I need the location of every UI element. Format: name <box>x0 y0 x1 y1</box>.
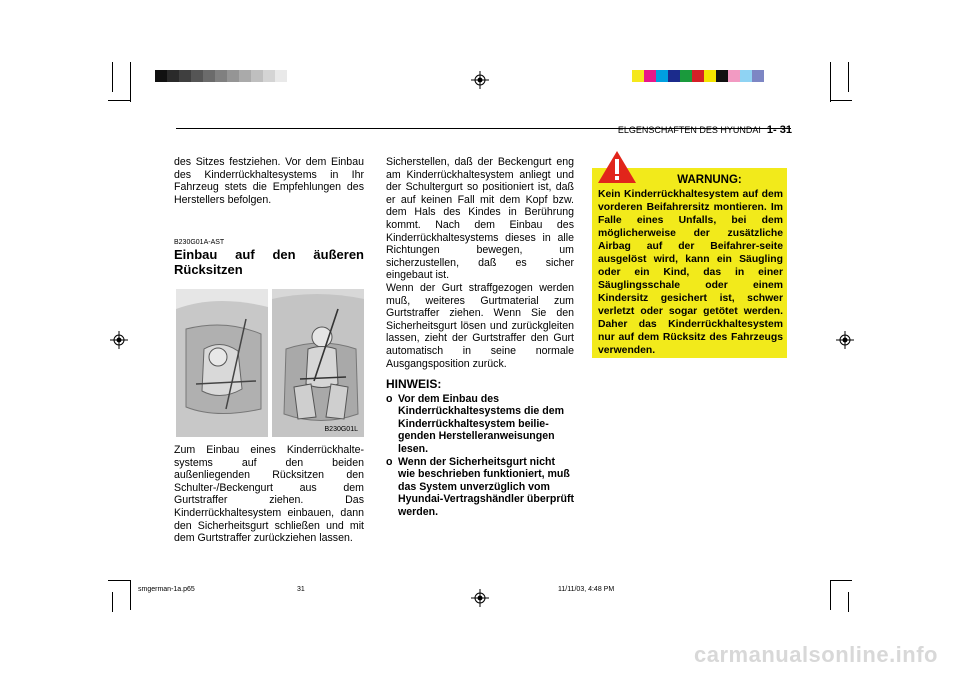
column-left <box>174 156 364 277</box>
calibration-swatch <box>632 70 644 82</box>
crop-mark <box>130 580 131 610</box>
calibration-swatch <box>716 70 728 82</box>
crop-mark <box>848 592 849 612</box>
registration-mark-icon <box>836 331 854 349</box>
bullet-marker: o <box>386 455 393 468</box>
registration-mark-icon <box>471 589 489 607</box>
page-header <box>618 124 792 136</box>
section-code: B230G01A-AST <box>174 239 225 247</box>
crop-mark <box>830 580 831 610</box>
calibration-swatch <box>287 70 299 82</box>
figure-caption: B230G01L <box>324 426 358 433</box>
hinweis-title: HINWEIS: <box>386 377 442 392</box>
crop-mark <box>830 62 831 102</box>
calibration-swatch <box>251 70 263 82</box>
color-calibration-bar <box>632 70 776 82</box>
calibration-swatch <box>239 70 251 82</box>
registration-mark-icon <box>110 331 128 349</box>
crop-mark <box>830 580 852 581</box>
warning-box <box>592 168 787 358</box>
watermark: carmanualsonline.info <box>694 642 938 667</box>
calibration-swatch <box>704 70 716 82</box>
page-number: 1- 31 <box>766 124 792 136</box>
calibration-swatch <box>656 70 668 82</box>
calibration-swatch <box>263 70 275 82</box>
calibration-swatch <box>668 70 680 82</box>
footer-file: smgerman-1a.p65 <box>138 586 195 593</box>
crop-mark <box>848 62 849 92</box>
header-section: ELGENSCHAFTEN DES HYUNDAI <box>617 125 761 135</box>
calibration-swatch <box>203 70 215 82</box>
calibration-swatch <box>728 70 740 82</box>
footer-date: 11/11/03, 4:48 PM <box>558 586 615 593</box>
calibration-swatch <box>155 70 167 82</box>
warning-title: WARNUNG: <box>677 174 742 186</box>
calibration-swatch <box>692 70 704 82</box>
calibration-swatch <box>167 70 179 82</box>
paragraph-2: Wenn der Gurt straffgezogen werden muß, weiteres Gurtmaterial zum Gurtstraffer ziehen. Wenn Sie den Sicherheitsgurt lösen und zurückgleiten lassen, zieht der Gurtstraffer den Gurt automatisch in seine normale Ausgangsposition zurück. <box>386 281 574 370</box>
calibration-swatch <box>740 70 752 82</box>
section-title: Einbau auf den äußeren Rücksitzen <box>174 247 364 278</box>
warning-triangle-icon <box>597 150 637 184</box>
crop-mark <box>130 62 131 102</box>
note-item <box>386 393 574 456</box>
warning-text: Kein Kinderrückhaltesystem auf dem vorderen Beifahrersitz montieren. Im Falle eines Unfalls, bei dem möglicherweise der zusätzliche Airbag auf der Beifahrer-seite ausgelöst wird, kann ein Säugling oder ein Kind, das in einer Säuglingsschale oder einem Kindersitz gesichert ist, schwer verletzt oder sogar getötet werden. Daher das Kinderrückhaltesystem nur auf dem Rücksitz des Fahrzeugs verwenden. <box>598 189 783 356</box>
body-paragraph: Zum Einbau eines Kinderrückhalte-systems auf den beiden außenliegenden Rücksitzen den Schulter-/Beckengurt aus dem Gurtstraffer ziehen. Das Kinderrückhaltesystem einbauen, dann den Sicherheitsgurt schließen und mit dem Gurtstraffer zurückziehen lassen. <box>174 444 364 545</box>
crop-mark <box>112 592 113 612</box>
calibration-swatch <box>752 70 764 82</box>
column-left-body <box>174 444 364 545</box>
calibration-swatch <box>191 70 203 82</box>
calibration-swatch <box>179 70 191 82</box>
calibration-swatch <box>275 70 287 82</box>
intro-paragraph: des Sitzes festziehen. Vor dem Einbau des Kinderrückhaltesystems in Ihr Fahrzeug stets die Empfehlungen des Herstellers befolgen. <box>174 156 364 206</box>
calibration-swatch <box>680 70 692 82</box>
crop-mark <box>108 100 130 101</box>
paragraph-1: Sicherstellen, daß der Beckengurt eng am Kinderrückhaltesystem anliegt und der Schultergurt so positioniert ist, daß er auf keinen Fall mit dem Kopf bzw. dem Hals des Kindes in Berührung kommt. Nach dem Einbau des Kinderrückhaltesystems dieses in alle Richtungen bewegen, um sicherzustellen, daß es sicher eingebaut ist. <box>386 156 574 282</box>
note-text: Vor dem Einbau des Kinderrückhaltesystems die dem Kinderrückhaltesystem beilie-genden Herstelleranweisungen lesen. <box>398 392 565 456</box>
rear-seat-child-seat-image <box>176 289 364 437</box>
column-middle <box>386 156 574 519</box>
registration-mark-icon <box>471 71 489 89</box>
footer-page: 31 <box>297 586 305 593</box>
crop-mark <box>112 62 113 92</box>
bullet-marker: o <box>386 392 393 405</box>
calibration-swatch <box>764 70 776 82</box>
child-seat-illustration <box>176 289 364 437</box>
calibration-swatch <box>215 70 227 82</box>
crop-mark <box>108 580 130 581</box>
calibration-swatch <box>227 70 239 82</box>
gray-calibration-bar <box>155 70 299 82</box>
note-item <box>386 456 574 519</box>
calibration-swatch <box>644 70 656 82</box>
note-text: Wenn der Sicherheitsgurt nicht wie beschrieben funktioniert, muß das System unverzüglich vom Hyundai-Vertragshändler überprüft werden. <box>398 455 575 519</box>
crop-mark <box>830 100 852 101</box>
